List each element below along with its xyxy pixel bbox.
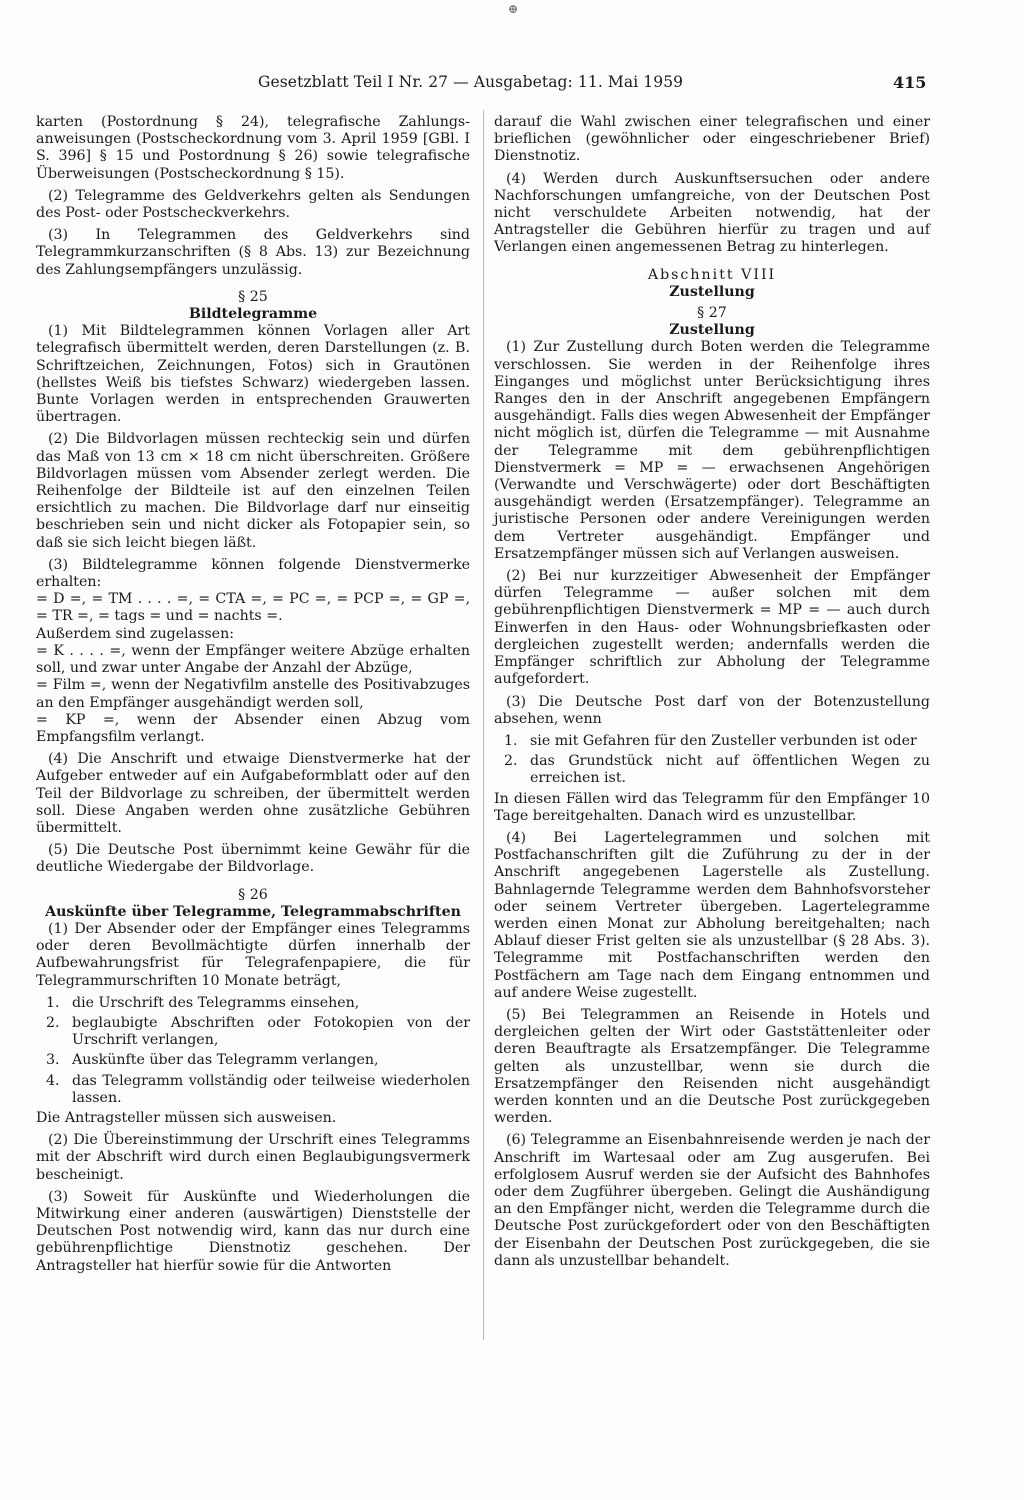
paragraph: = K . . . . =, wenn der Empfänger weitere Abzüge erhalten soll, und zwar unter Angabe der Anzahl der Abzüge,	[36, 642, 470, 677]
list-number: 4.	[46, 1072, 60, 1089]
list-item	[494, 733, 930, 750]
paragraph: (1) Zur Zustellung durch Boten werden die Telegramme verschlossen. Sie werden in der Reihenfolge ihres Einganges und möglichst unter Berücksichtigung ihres Ranges den in der Anschrift angegebenen Empfängern ausgehändigt. Falls dies wegen Abwesenheit der Empfänger nicht möglich ist, dürfen die Telegramme — mit Ausnahme der Telegramme mit dem gebührenpflichtigen Dienstvermerk = MP = — erwachsenen Angehörigen (Verwandte und Verschwägerte) oder dort Beschäftigten ausgehändigt werden (Ersatzempfänger). Telegramme an juristische Personen oder andere Vereinigungen werden dem Vertreter ausgehändigt. Empfänger und Ersatzempfänger müssen sich auf Verlangen ausweisen.	[494, 339, 930, 562]
section-title: Zustellung	[669, 322, 755, 339]
paragraph: karten (Postordnung § 24), telegrafische Zahlungs-anweisungen (Postscheckordnung vom 3. April 1959 [GBl. I S. 396] § 15 und Postordnung § 26) sowie telegrafische Überweisungen (Postscheckordnung § 15).	[36, 114, 470, 182]
paragraph: (5) Die Deutsche Post übernimmt keine Gewähr für die deutliche Wiedergabe der Bildvorlage.	[36, 842, 470, 876]
paragraph: Die Antragsteller müssen sich ausweisen.	[36, 1109, 337, 1126]
paragraph: (3) Bildtelegramme können folgende Dienstvermerke erhalten:	[36, 556, 470, 591]
left-column	[36, 114, 470, 1280]
list-number: 1.	[46, 994, 60, 1011]
list-text: Auskünfte über das Telegramm verlangen,	[72, 1052, 379, 1069]
chapter-title: Zustellung	[669, 283, 755, 300]
paragraph: (3) Soweit für Auskünfte und Wiederholungen die Mitwirkung einer anderen (auswärtigen) Dienststelle der Deutschen Post notwendig wird, kann das nur durch eine gebührenpflichtige Dienstnotiz geschehen. Der Antragsteller hat hierfür sowie für die Antworten	[36, 1188, 470, 1274]
paragraph: (1) Der Absender oder der Empfänger eines Telegramms oder deren Bevollmächtigte dürfen innerhalb der Aufbewahrungsfrist für Telegrafenpapiere, die für Telegrammurschriften 10 Monate beträgt,	[36, 920, 470, 989]
paragraph: (3) Die Deutsche Post darf von der Botenzustellung absehen, wenn	[494, 693, 930, 727]
paragraph: (5) Bei Telegrammen an Reisende in Hotels und dergleichen gelten der Wirt oder Gaststättenleiter oder deren Beauftragte als Ersatzempfänger. Die Telegramme gelten als unzustellbar, wenn sie durch die Ersatzempfänger den Reisenden nicht ausgehändigt werden konnten und an die Deutsche Post zurückgegeben werden.	[494, 1006, 930, 1127]
section-title: Bildtelegramme	[188, 306, 318, 323]
list-text: die Urschrift des Telegramms einsehen,	[72, 994, 360, 1011]
list-number: 1.	[504, 732, 518, 749]
list-number: 2.	[46, 1014, 60, 1031]
paragraph: (2) Bei nur kurzzeitiger Abwesenheit der Empfänger dürfen Telegramme — außer solchen mit dem gebührenpflichtigen Dienstvermerk = MP = — auch durch Einwerfen in den Haus- oder Wohnungsbriefkasten oder dergleichen zugestellt werden; andernfalls werden die Empfänger schriftlich zur Abholung der Telegramme aufgefordert.	[494, 568, 930, 688]
list-number: 2.	[504, 753, 518, 770]
list-item	[36, 1015, 470, 1049]
chapter-heading: Abschnitt VIII	[647, 266, 777, 283]
paragraph: (1) Mit Bildtelegrammen können Vorlagen aller Art telegrafisch übermittelt werden, deren Darstellungen (z. B. Schriftzeichen, Zeichnungen, Fotos) sich in Grautönen (hellstes Weiß bis tiefstes Schwarz) wiedergeben lassen. Bunte Vorlagen werden in entsprechenden Grauwerten übertragen.	[36, 323, 470, 426]
list-text: das Grundstück nicht auf öffentlichen Wegen zu erreichen ist.	[530, 753, 930, 787]
punch-mark: ⊕	[508, 2, 519, 16]
section-number: § 27	[697, 305, 727, 322]
list-item	[36, 1073, 470, 1107]
list-text: beglaubigte Abschriften oder Fotokopien von der Urschrift verlangen,	[72, 1014, 470, 1049]
section-title: Auskünfte über Telegramme, Telegrammabschriften	[45, 903, 461, 920]
page-number: 415	[893, 73, 927, 92]
paragraph: = Film =, wenn der Negativfilm anstelle des Positivabzuges an den Empfänger ausgehändigt werden soll,	[36, 677, 470, 711]
list-item	[494, 753, 930, 787]
list-item	[36, 1052, 470, 1069]
paragraph: (2) Die Bildvorlagen müssen rechteckig sein und dürfen das Maß von 13 cm × 18 cm nicht überschreiten. Größere Bildvorlagen müssen vom Absender zerlegt werden. Die Reihenfolge der Bildteile ist auf den einzelnen Teilen ersichtlich zu machen. Die Bildvorlage darf nur einseitig beschrieben sein und nicht dicker als Fotopapier sein, so daß sie sich leicht biegen läßt.	[36, 431, 470, 551]
list-item	[36, 995, 470, 1012]
right-column	[494, 114, 930, 1275]
paragraph: (4) Bei Lagertelegrammen und solchen mit Postfachanschriften gilt die Zuführung zu der in der Anschrift angegebenen Lagerstelle als Zustellung. Bahnlagernde Telegramme werden dem Bahnhofsvorsteher oder seinem Vertreter übergeben. Lagertelegramme werden einen Monat zur Abholung bereitgehalten; nach Ablauf dieser Frist gelten sie als unzustellbar (§ 28 Abs. 3). Telegramme mit Postfachanschriften werden den Postfächern am Tage nach dem Eingang entnommen und auf andere Weise zugestellt.	[494, 829, 930, 1001]
page-header: Gesetzblatt Teil I Nr. 27 — Ausgabetag: 11. Mai 1959	[258, 73, 684, 91]
paragraph: (2) Die Übereinstimmung der Urschrift eines Telegramms mit der Abschrift wird durch einen Beglaubigungsvermerk bescheinigt.	[36, 1132, 470, 1183]
paragraph: (4) Werden durch Auskunftsersuchen oder andere Nachforschungen umfangreiche, von der Deutschen Post nicht verschuldete Arbeiten notwendig, hat der Antragsteller die Gebühren hierfür zu tragen und auf Verlangen einen angemessenen Betrag zu hinterlegen.	[494, 170, 930, 256]
list-number: 3.	[46, 1052, 60, 1069]
list-text: das Telegramm vollständig oder teilweise wiederholen lassen.	[72, 1072, 470, 1106]
paragraph: = D =, = TM . . . . =, = CTA =, = PC =, = PCP =, = GP =, = TR =, = tags = und = nachts =.	[36, 591, 470, 625]
paragraph: = KP =, wenn der Absender einen Abzug vom Empfangsfilm verlangt.	[36, 711, 470, 745]
paragraph: Außerdem sind zugelassen:	[36, 625, 234, 642]
paragraph: darauf die Wahl zwischen einer telegrafischen und einer brieflichen (gewöhnlicher oder eingeschriebener Brief) Dienstnotiz.	[494, 114, 930, 165]
paragraph: In diesen Fällen wird das Telegramm für den Empfänger 10 Tage bereitgehalten. Danach wird es unzustellbar.	[494, 790, 930, 824]
column-divider	[483, 110, 484, 1340]
list-text: sie mit Gefahren für den Zusteller verbunden ist oder	[530, 732, 917, 749]
paragraph: (3) In Telegrammen des Geldverkehrs sind Telegrammkurzanschriften (§ 8 Abs. 13) zur Bezeichnung des Zahlungsempfängers unzulässig.	[36, 227, 470, 278]
paragraph: (4) Die Anschrift und etwaige Dienstvermerke hat der Aufgeber entweder auf ein Aufgabeformblatt oder auf den Teil der Bildvorlage zu schreiben, der übermittelt werden soll. Diese Angaben werden ohne zusätzliche Gebühren übermittelt.	[36, 751, 470, 836]
section-number: § 25	[238, 288, 268, 305]
section-number: § 26	[238, 886, 268, 903]
paragraph: (6) Telegramme an Eisenbahnreisende werden je nach der Anschrift im Wartesaal oder am Zug ausgerufen. Bei erfolglosem Ausruf werden sie der Aufsicht des Bahnhofes oder dem Zugführer übergeben. Gelingt die Aushändigung an den Empfänger nicht, werden die Telegramme durch die Deutsche Post zurückgefordert oder von den Beschäftigten der Eisenbahn der Deutschen Post zurückgegeben, die sie dann als unzustellbar behandelt.	[494, 1132, 930, 1269]
paragraph: (2) Telegramme des Geldverkehrs gelten als Sendungen des Post- oder Postscheckverkehrs.	[36, 187, 470, 222]
